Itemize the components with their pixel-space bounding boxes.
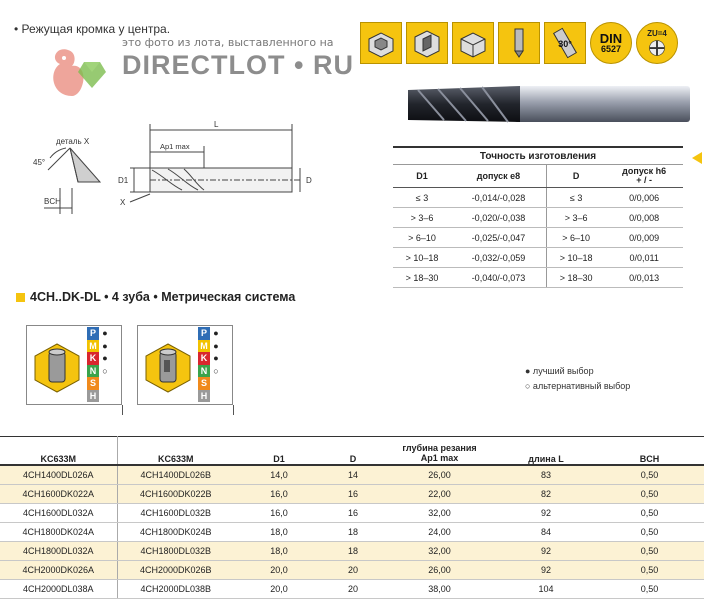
table-cell: 4CH1800DK024A	[0, 523, 117, 542]
material-mark: ●	[213, 340, 219, 351]
table-cell: 16,0	[234, 504, 324, 523]
series-heading	[16, 290, 295, 304]
material-letter: P	[198, 327, 210, 340]
precision-title: Точность изготовления	[393, 147, 683, 165]
table-cell: 16	[324, 504, 382, 523]
material-grid-b	[198, 327, 226, 402]
material-mark: ●	[213, 353, 219, 363]
table-cell: 20,0	[234, 561, 324, 580]
helix-angle-label: 30°	[558, 39, 572, 49]
material-row	[198, 390, 226, 403]
table-cell: 18,0	[234, 542, 324, 561]
material-row	[198, 327, 226, 340]
table-cell: 18,0	[234, 523, 324, 542]
table-cell: 4CH2000DL038B	[117, 580, 234, 599]
col-header: длина L	[497, 437, 595, 466]
precision-header: допуск e8	[451, 165, 547, 188]
d1-label: D1	[118, 176, 129, 185]
table-row	[393, 208, 683, 228]
cell: > 3–6	[546, 208, 605, 228]
intro-note	[14, 22, 170, 36]
precision-header-row	[393, 165, 683, 188]
pocket-milling-icon	[452, 22, 494, 64]
table-cell: 0,50	[595, 504, 704, 523]
col-header: глубина резания Ap1 max	[382, 437, 497, 466]
table-cell: 104	[497, 580, 595, 599]
shoulder-milling-icon	[360, 22, 402, 64]
cell: > 10–18	[546, 248, 605, 268]
table-cell: 4CH1600DL032B	[117, 504, 234, 523]
table-cell: 24,00	[382, 523, 497, 542]
table-row	[0, 485, 704, 504]
table-header-row	[0, 437, 704, 466]
table-cell: 4CH1600DL032A	[0, 504, 117, 523]
table-cell: 4CH1800DK024B	[117, 523, 234, 542]
table-cell: 4CH1600DK022B	[117, 485, 234, 504]
material-mark: ●	[102, 340, 108, 351]
precision-table	[393, 146, 683, 288]
col-header: D	[324, 437, 382, 466]
table-cell: 82	[497, 485, 595, 504]
material-grid-a	[87, 327, 115, 402]
series-title: 4CH..DK-DL • 4 зуба • Метрическая система	[30, 290, 296, 304]
cell: 0/0,008	[605, 208, 683, 228]
col-header: KC633M	[117, 437, 234, 466]
cell: -0,014/-0,028	[451, 188, 547, 208]
table-row	[0, 523, 704, 542]
x-label: X	[120, 198, 126, 207]
table-cell: 20	[324, 561, 382, 580]
material-letter: K	[198, 352, 210, 365]
cell: -0,032/-0,059	[451, 248, 547, 268]
bullet: •	[14, 22, 19, 36]
table-cell: 32,00	[382, 504, 497, 523]
technical-drawing	[0, 118, 330, 228]
precision-header: D	[546, 165, 605, 188]
material-mark: ●	[213, 328, 219, 338]
material-row	[198, 352, 226, 365]
material-letter: N	[198, 365, 210, 378]
teeth-count-icon	[636, 22, 678, 64]
table-cell: 0,50	[595, 580, 704, 599]
material-letter: H	[87, 390, 99, 403]
col-header: KC633M	[0, 437, 117, 466]
table-row	[393, 188, 683, 208]
material-letter: M	[198, 340, 210, 353]
d-label: D	[306, 176, 312, 185]
cell: 0/0,006	[605, 188, 683, 208]
intro-note-text: Режущая кромка у центра.	[21, 22, 171, 36]
table-row	[393, 268, 683, 288]
cell: 0/0,009	[605, 228, 683, 248]
table-cell: 92	[497, 504, 595, 523]
cell: > 18–30	[393, 268, 451, 288]
cutter-b-icon	[144, 342, 192, 394]
table-cell: 4CH2000DL038A	[0, 580, 117, 599]
table-cell: 4CH1400DL026B	[117, 465, 234, 485]
detail-x-label: деталь X	[56, 137, 90, 146]
table-cell: 0,50	[595, 485, 704, 504]
table-cell: 0,50	[595, 465, 704, 485]
material-letter: K	[87, 352, 99, 365]
watermark-caption: это фото из лота, выставленного на	[122, 36, 334, 49]
page-marker-icon	[692, 152, 702, 164]
table-cell: 16,0	[234, 485, 324, 504]
material-row	[87, 352, 115, 365]
din-icon	[590, 22, 632, 64]
bch-label: BCH	[44, 197, 61, 206]
table-row	[0, 542, 704, 561]
material-mark: ●	[102, 353, 108, 363]
col-header: BCH	[595, 437, 704, 466]
table-cell: 83	[497, 465, 595, 485]
table-cell: 26,00	[382, 465, 497, 485]
ap1-label: Ap1 max	[160, 142, 190, 151]
cell: > 6–10	[546, 228, 605, 248]
cell: 0/0,013	[605, 268, 683, 288]
precision-header: D1	[393, 165, 451, 188]
cell: 0/0,011	[605, 248, 683, 268]
material-row	[198, 365, 226, 378]
table-cell: 38,00	[382, 580, 497, 599]
table-row	[393, 248, 683, 268]
material-letter: N	[87, 365, 99, 378]
table-row	[0, 580, 704, 599]
material-letter: M	[87, 340, 99, 353]
cell: -0,040/-0,073	[451, 268, 547, 288]
table-cell: 14,0	[234, 465, 324, 485]
cell: > 3–6	[393, 208, 451, 228]
cell: ≤ 3	[393, 188, 451, 208]
material-row	[87, 377, 115, 390]
table-cell: 20,0	[234, 580, 324, 599]
teeth-count-label: ZU=4	[647, 28, 667, 38]
table-cell: 4CH1600DK022A	[0, 485, 117, 504]
end-mill-photo	[404, 82, 694, 126]
table-cell: 84	[497, 523, 595, 542]
legend-best: ● лучший выбор	[525, 366, 594, 376]
material-mark: ●	[102, 328, 108, 338]
table-cell: 14	[324, 465, 382, 485]
table-cell: 92	[497, 542, 595, 561]
table-cell: 18	[324, 523, 382, 542]
table-cell: 0,50	[595, 561, 704, 580]
divider	[122, 405, 123, 415]
precision-header: допуск h6 + / -	[605, 165, 683, 188]
helix-angle-icon	[544, 22, 586, 64]
angle-label: 45°	[33, 158, 46, 167]
material-row	[87, 390, 115, 403]
material-letter: H	[198, 390, 210, 403]
cell: ≤ 3	[546, 188, 605, 208]
cell: > 18–30	[546, 268, 605, 288]
legend-alt: ○ альтернативный выбор	[525, 381, 631, 391]
products-table	[0, 436, 704, 599]
table-row	[0, 561, 704, 580]
divider	[233, 405, 234, 415]
material-letter: S	[87, 377, 99, 390]
length-label: L	[214, 120, 219, 129]
cutter-a-icon	[33, 342, 81, 394]
plunge-icon	[498, 22, 540, 64]
table-row	[393, 228, 683, 248]
table-cell: 20	[324, 580, 382, 599]
table-cell: 4CH1800DL032A	[0, 542, 117, 561]
material-mark: ○	[102, 365, 108, 376]
table-cell: 22,00	[382, 485, 497, 504]
material-row	[198, 340, 226, 353]
slot-milling-icon	[406, 22, 448, 64]
table-cell: 4CH1800DL032B	[117, 542, 234, 561]
material-mark: ○	[213, 365, 219, 376]
table-cell: 0,50	[595, 523, 704, 542]
col-header: D1	[234, 437, 324, 466]
material-row	[87, 327, 115, 340]
cell: -0,025/-0,047	[451, 228, 547, 248]
material-row	[198, 377, 226, 390]
din-number: 6527	[600, 44, 622, 54]
table-cell: 4CH2000DK026A	[0, 561, 117, 580]
material-letter: P	[87, 327, 99, 340]
table-cell: 92	[497, 561, 595, 580]
cell: -0,020/-0,038	[451, 208, 547, 228]
squirrel-logo-icon	[42, 42, 110, 102]
material-row	[87, 365, 115, 378]
cell: > 6–10	[393, 228, 451, 248]
application-icons	[360, 22, 678, 64]
table-cell: 0,50	[595, 542, 704, 561]
table-cell: 18	[324, 542, 382, 561]
table-cell: 4CH1400DL026A	[0, 465, 117, 485]
material-card-b	[137, 325, 233, 405]
table-cell: 32,00	[382, 542, 497, 561]
din-label: DIN	[599, 31, 623, 46]
table-row	[0, 504, 704, 523]
material-letter: S	[198, 377, 210, 390]
cell: > 10–18	[393, 248, 451, 268]
yellow-square-icon	[16, 293, 25, 302]
table-cell: 26,00	[382, 561, 497, 580]
table-cell: 16	[324, 485, 382, 504]
table-row	[0, 465, 704, 485]
material-row	[87, 340, 115, 353]
watermark-brand: DIRECTLOT • RU	[122, 50, 354, 80]
table-cell: 4CH2000DK026B	[117, 561, 234, 580]
material-card-a	[26, 325, 122, 405]
